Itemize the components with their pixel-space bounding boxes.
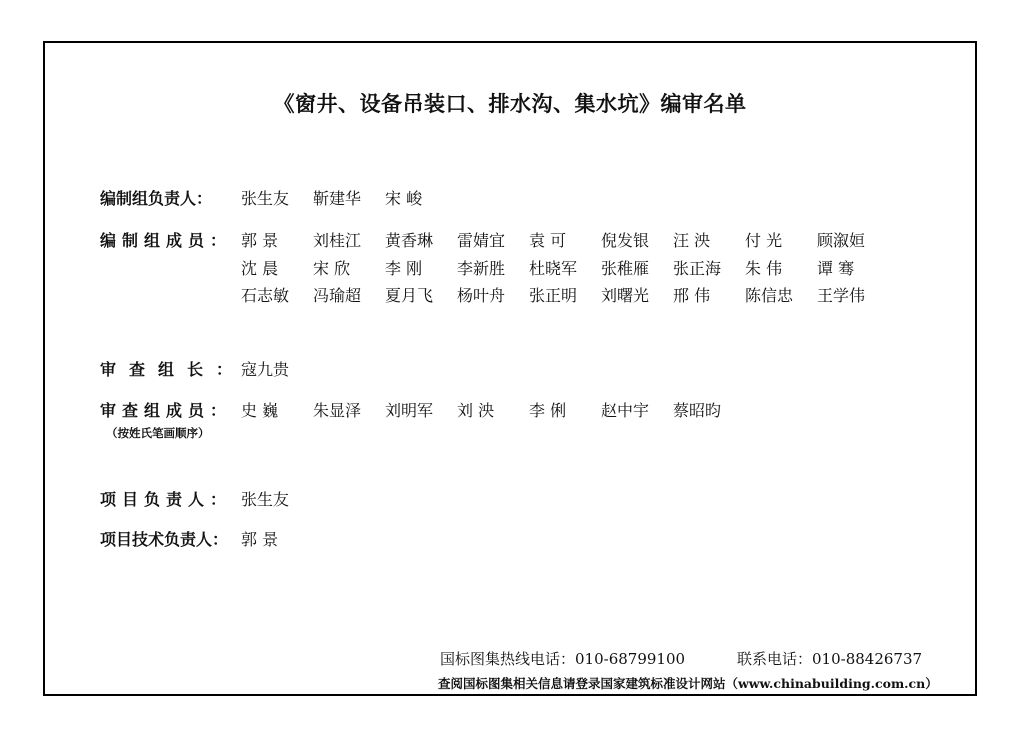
project-lead-label: 项目负责人： xyxy=(100,490,233,509)
person-name: 倪发银 xyxy=(601,231,650,250)
person-name: 雷婧宜 xyxy=(457,231,506,250)
person-name: 顾溆姮 xyxy=(817,231,866,250)
review-lead-label: 审查组长： xyxy=(100,360,246,379)
person-name: 朱显泽 xyxy=(313,401,362,420)
person-name: 张生友 xyxy=(241,490,290,509)
project-tech-lead-label: 项目技术负责人： xyxy=(100,530,229,549)
person-name: 刘 泱 xyxy=(457,401,495,420)
person-name: 李 俐 xyxy=(529,401,567,420)
person-name: 宋 欣 xyxy=(313,259,351,278)
person-name: 汪 泱 xyxy=(673,231,711,250)
footer-website-text: 查阅国标图集相关信息请登录国家建筑标准设计网站（www.chinabuilding.com.cn） xyxy=(438,676,938,691)
person-name: 郭 景 xyxy=(241,231,279,250)
person-name: 刘桂江 xyxy=(313,231,362,250)
person-name: 沈 晨 xyxy=(241,259,279,278)
person-name: 蔡昭昀 xyxy=(673,401,722,420)
person-name: 张稚雁 xyxy=(601,259,650,278)
person-name: 寇九贵 xyxy=(241,360,290,379)
page-title: 《窗井、设备吊装口、排水沟、集水坑》编审名单 xyxy=(273,92,747,116)
hotline-text: 国标图集热线电话：010-68799100 xyxy=(440,650,686,668)
review-members-label: 审查组成员： xyxy=(100,401,233,420)
person-name: 刘曙光 xyxy=(601,286,650,305)
person-name: 宋 峻 xyxy=(385,189,423,208)
person-name: 李新胜 xyxy=(457,259,506,278)
person-name: 郭 景 xyxy=(241,530,279,549)
person-name: 李 刚 xyxy=(385,259,423,278)
person-name: 靳建华 xyxy=(313,189,362,208)
person-name: 冯瑜超 xyxy=(313,286,362,305)
person-name: 朱 伟 xyxy=(745,259,783,278)
person-name: 夏月飞 xyxy=(385,286,434,305)
person-name: 张生友 xyxy=(241,189,290,208)
person-name: 张正明 xyxy=(529,286,578,305)
compile-members-label: 编制组成员： xyxy=(100,231,233,250)
review-members-note: （按姓氏笔画顺序） xyxy=(106,426,210,440)
person-name: 付 光 xyxy=(745,231,783,250)
contact-phone-text: 联系电话：010-88426737 xyxy=(737,650,923,668)
person-name: 杨叶舟 xyxy=(457,286,506,305)
person-name: 王学伟 xyxy=(817,286,866,305)
person-name: 袁 可 xyxy=(529,231,567,250)
person-name: 史 巍 xyxy=(241,401,279,420)
person-name: 杜晓军 xyxy=(529,259,578,278)
person-name: 张正海 xyxy=(673,259,722,278)
person-name: 陈信忠 xyxy=(745,286,794,305)
person-name: 赵中宇 xyxy=(601,401,650,420)
person-name: 刘明军 xyxy=(385,401,434,420)
person-name: 谭 骞 xyxy=(817,259,855,278)
person-name: 邢 伟 xyxy=(673,286,711,305)
person-name: 石志敏 xyxy=(241,286,290,305)
compile-lead-label: 编制组负责人： xyxy=(100,189,213,208)
person-name: 黄香琳 xyxy=(385,231,434,250)
